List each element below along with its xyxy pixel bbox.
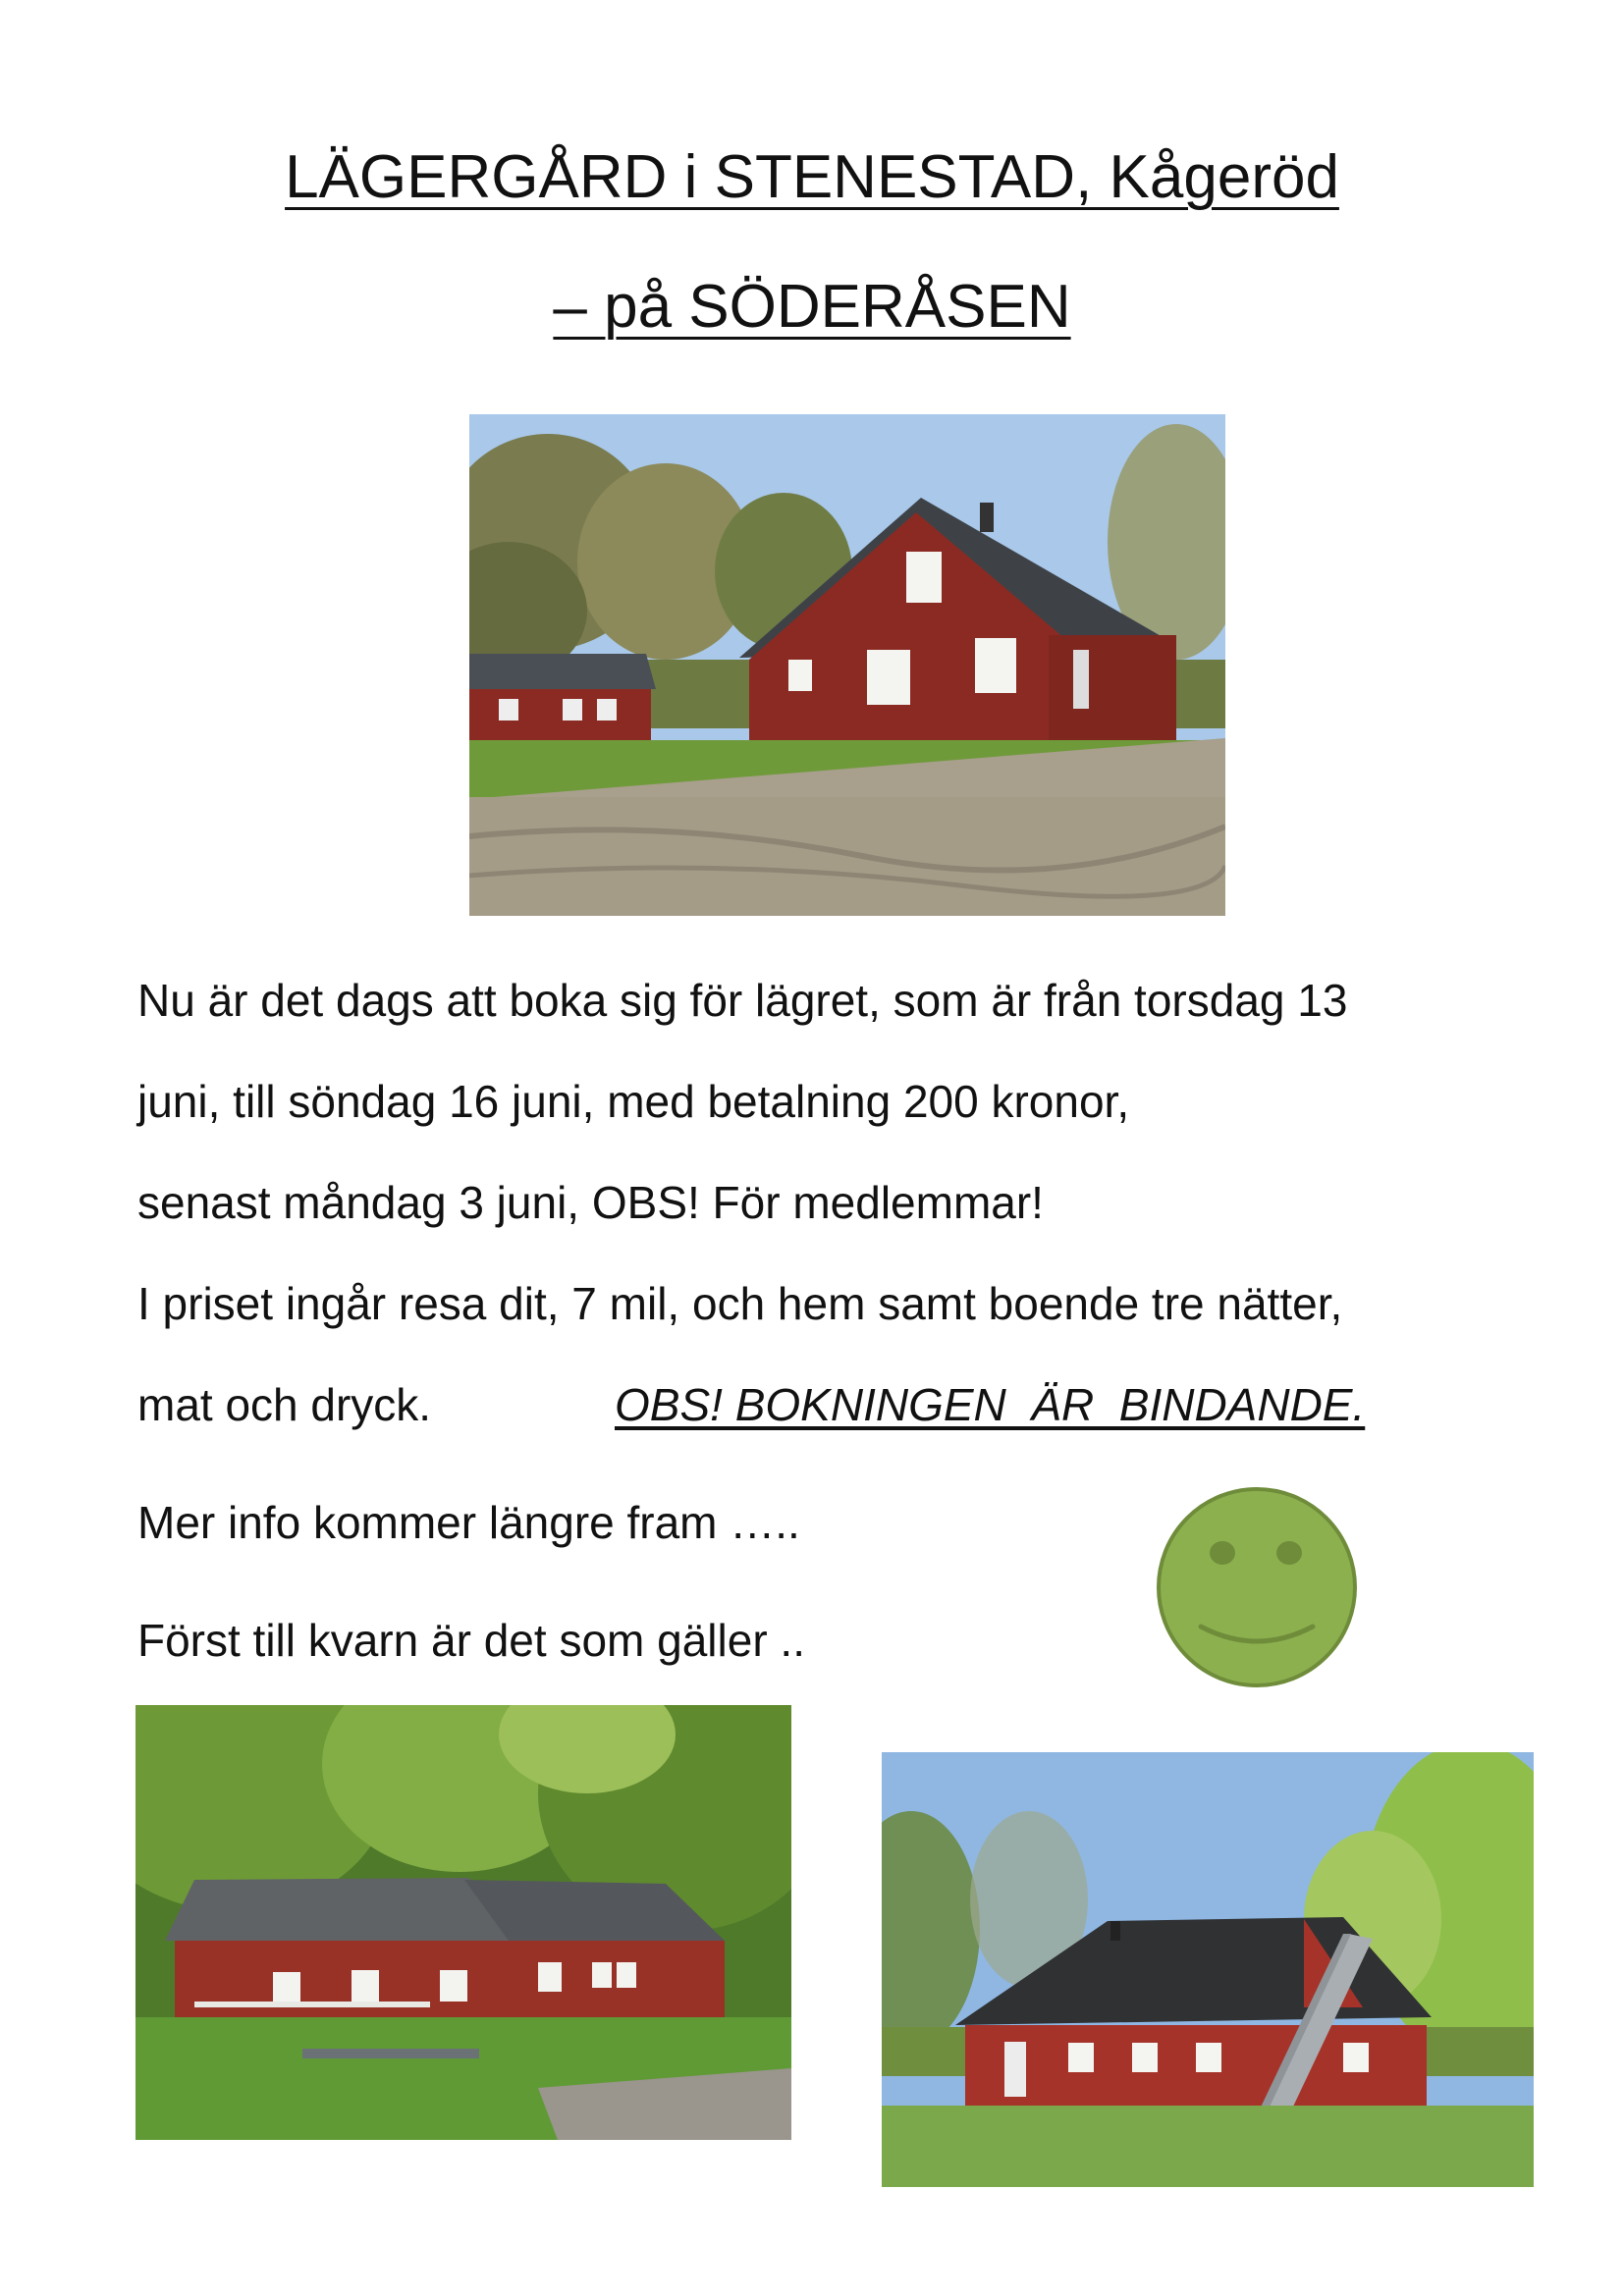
title-line-2: – på SÖDERÅSEN [553,273,1071,341]
body-line-3: senast måndag 3 juni, OBS! För medlemmar! [137,1177,1044,1228]
page-title [0,143,1624,211]
body-line-2: juni, till söndag 16 juni, med betalning 200 kronor, [137,1076,1130,1127]
binding-booking-notice: OBS! BOKNINGEN ÄR BINDANDE. [615,1379,1366,1430]
camp-main-building-photo [469,414,1225,916]
body-line-1: Nu är det dags att boka sig för lägret, som är från torsdag 13 [137,975,1348,1026]
body-line-5: mat och dryck. [137,1379,432,1430]
first-come-line: Först till kvarn är det som gäller .. [137,1615,805,1666]
page-subtitle [0,273,1624,341]
more-info-line: Mer info kommer längre fram ….. [137,1497,800,1548]
body-line-4: I priset ingår resa dit, 7 mil, och hem samt boende tre nätter, [137,1278,1343,1329]
camp-house-with-slide-photo [882,1752,1534,2187]
camp-long-house-photo [135,1705,791,2140]
title-line-1: LÄGERGÅRD i STENESTAD, Kågeröd [285,143,1339,211]
smiley-face-icon [1154,1484,1360,1690]
